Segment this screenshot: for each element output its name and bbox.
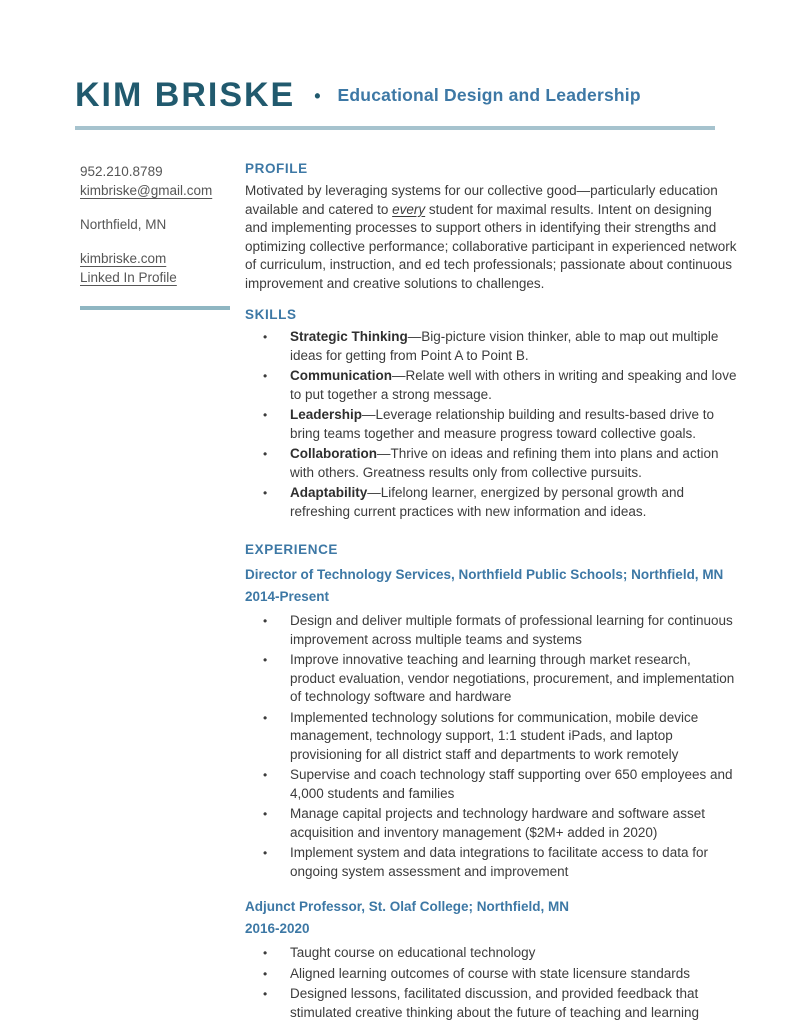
skill-item: [245, 445, 737, 482]
skill-item: [245, 484, 737, 521]
job-bullet-list: [245, 944, 737, 1022]
skill-desc: —Big-picture vision thinker, able to map out multiple ideas for getting from Point A to Point B.: [290, 329, 719, 363]
website-link[interactable]: kimbriske.com: [80, 251, 167, 266]
contact-sidebar: [80, 162, 232, 310]
job-bullet: • Design and deliver multiple formats of professional learning for continuous improvement across multiple teams and systems: [245, 612, 737, 649]
job-bullet: • Improve innovative teaching and learning through market research, product evaluation, vendor negotiations, procurement, and implementation of technology software and hardware: [245, 651, 737, 707]
experience-section: [245, 541, 737, 1022]
profile-text-after: student for maximal results. Intent on designing and implementing processes to support others in identifying their strengths and optimizing collective performance; collaborative participant in experienced network of curriculum, instruction, and ed tech professionals; passionate about continuous improvement and creative solutions to challenges.: [245, 201, 737, 291]
sidebar-spacer: [80, 200, 232, 215]
job-bullet: • Supervise and coach technology staff supporting over 650 employees and 4,000 students and families: [245, 766, 737, 803]
email-link[interactable]: kimbriske@gmail.com: [80, 183, 213, 198]
resume-subtitle: Educational Design and Leadership: [337, 85, 641, 105]
sidebar-spacer: [80, 234, 232, 249]
job-bullet: • Aligned learning outcomes of course with state licensure standards: [245, 965, 737, 984]
job-entry: [245, 896, 737, 1022]
skills-heading: SKILLS: [245, 307, 297, 322]
location-text: Northfield, MN: [80, 217, 167, 232]
job-bullet: • Implement system and data integrations to facilitate access to data for ongoing system assessment and improvement: [245, 844, 737, 881]
job-bullet: • Taught course on educational technology: [245, 944, 737, 963]
job-title: Director of Technology Services, Northfield Public Schools; Northfield, MN: [245, 567, 724, 582]
job-bullet: • Implemented technology solutions for communication, mobile device management, technology support, 1:1 student iPads, and laptop provisioning for all district staff and departments to work remotely: [245, 709, 737, 765]
sidebar-divider: [80, 306, 230, 310]
job-title: Adjunct Professor, St. Olaf College; Northfield, MN: [245, 899, 570, 914]
skills-section: [245, 306, 737, 521]
job-entry: [245, 564, 737, 881]
job-bullet-list: [245, 612, 737, 881]
header: [75, 76, 715, 130]
linkedin-link[interactable]: Linked In Profile: [80, 270, 177, 285]
profile-section: [245, 160, 737, 293]
separator-dot-icon: •: [314, 86, 321, 106]
skill-term: Communication: [290, 368, 393, 383]
job-bullet: • Manage capital projects and technology hardware and software asset acquisition and inventory management ($2M+ added in 2020): [245, 805, 737, 842]
skill-term: Adaptability: [290, 485, 368, 500]
header-row: [75, 76, 715, 115]
job-dates: 2016-2020: [245, 921, 310, 936]
main-column: [245, 160, 737, 1023]
profile-heading: PROFILE: [245, 161, 308, 176]
skill-desc: —Relate well with others in writing and speaking and love to put together a strong message.: [290, 368, 737, 402]
header-divider: [75, 126, 715, 130]
skill-term: Collaboration: [290, 446, 377, 461]
experience-heading: EXPERIENCE: [245, 542, 339, 557]
phone-number: 952.210.8789: [80, 164, 163, 179]
skills-list: [245, 328, 737, 521]
skill-term: Strategic Thinking: [290, 329, 408, 344]
skill-desc: —Lifelong learner, energized by personal growth and refreshing current practices with new information and ideas.: [290, 485, 684, 519]
skill-desc: —Thrive on ideas and refining them into plans and action with others. Greatness results only from collective pursuits.: [290, 446, 719, 480]
job-bullet: • Designed lessons, facilitated discussion, and provided feedback that stimulated creative thinking about the future of teaching and learning: [245, 985, 737, 1022]
profile-text-before: Motivated by leveraging systems for our collective good—particularly education available and catered to: [245, 183, 718, 217]
job-dates: 2014-Present: [245, 589, 330, 604]
skill-item: [245, 406, 737, 443]
person-name: KIM BRISKE: [75, 76, 296, 114]
skill-item: [245, 367, 737, 404]
profile-emphasized-word: every: [392, 201, 426, 217]
skill-desc: —Leverage relationship building and results-based drive to bring teams together and measure progress toward collective goals.: [290, 407, 714, 441]
skill-term: Leadership: [290, 407, 363, 422]
skill-item: [245, 328, 737, 365]
profile-paragraph: [245, 182, 737, 293]
